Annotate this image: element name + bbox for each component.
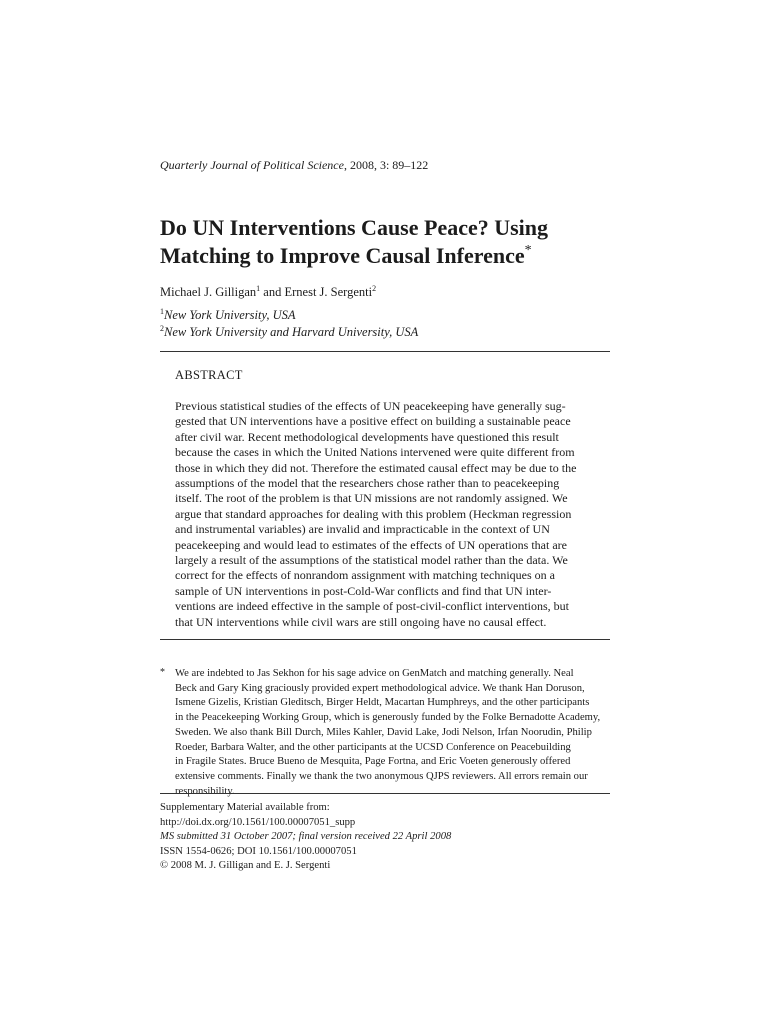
copyright-notice: © 2008 M. J. Gilligan and E. J. Sergenti xyxy=(160,860,331,871)
footnote-line: extensive comments. Finally we thank the two anonymous QJPS reviewers. All errors remain our xyxy=(175,770,588,782)
affiliation-1 xyxy=(160,307,295,323)
footnote-bottom-rule xyxy=(160,793,610,794)
abstract-line: ventions are indeed effective in the sample of post-civil-conflict interventions, but xyxy=(175,599,569,614)
issn-doi: ISSN 1554-0626; DOI 10.1561/100.00007051 xyxy=(160,845,357,857)
author-list xyxy=(160,284,376,300)
footnote-line: Sweden. We also thank Bill Durch, Miles Kahler, David Lake, Jodi Nelson, Irfan Noorudin, Philip xyxy=(175,726,592,738)
abstract-line: that UN interventions while civil wars are still ongoing have no causal effect. xyxy=(175,614,547,629)
affiliation-mark: 2 xyxy=(372,284,377,293)
footnote-mark: * xyxy=(160,667,165,678)
abstract-line: sample of UN interventions in post-Cold-War conflicts and find that UN inter- xyxy=(175,583,552,598)
footnote-line: in Fragile States. Bruce Bueno de Mesquita, Page Fortna, and Eric Voeten generously offered xyxy=(175,756,571,768)
author-name: Michael J. Gilligan xyxy=(160,285,257,299)
abstract-line: correct for the effects of nonrandom assignment with matching techniques on a xyxy=(175,568,555,583)
footnote-line: Ismene Gizelis, Kristian Gleditsch, Birger Heldt, Macartan Humphreys, and the other participants xyxy=(175,697,590,709)
abstract-body xyxy=(175,399,595,630)
abstract-line: itself. The root of the problem is that UN missions are not randomly assigned. We xyxy=(175,491,568,506)
affiliation-mark: 1 xyxy=(256,284,261,293)
abstract-line: argue that standard approaches for dealing with this problem (Heckman regression xyxy=(175,506,572,521)
footnote-line: Roeder, Barbara Walter, and the other participants at the UCSD Conference on Peacebuilding xyxy=(175,741,571,753)
abstract-line: assumptions of the model that the researchers chose rather than to peacekeeping xyxy=(175,476,560,491)
footnote-line: Beck and Gary King graciously provided expert methodological advice. We thank Han Doruson, xyxy=(175,682,585,694)
abstract-line: gested that UN interventions have a positive effect on building a sustainable peace xyxy=(175,414,571,429)
footnote-line: in the Peacekeeping Working Group, which is generously funded by the Folke Bernadotte Academy, xyxy=(175,712,601,724)
affiliation-number: 1 xyxy=(160,307,164,316)
abstract-bottom-rule xyxy=(160,639,610,640)
author-name: Ernest J. Sergenti xyxy=(284,285,373,299)
abstract-top-rule xyxy=(160,351,610,352)
abstract-heading: ABSTRACT xyxy=(175,368,243,382)
publication-info xyxy=(160,801,610,874)
abstract-line: largely a result of the assumptions of the statistical model rather than the data. We xyxy=(175,553,568,568)
affiliation-number: 2 xyxy=(160,324,164,333)
abstract-line: after civil war. Recent methodological developments have questioned this result xyxy=(175,429,559,444)
journal-citation xyxy=(160,157,428,173)
acknowledgements-footnote xyxy=(175,667,610,799)
abstract-line: Previous statistical studies of the effects of UN peacekeeping have generally sug- xyxy=(175,399,566,413)
title-line-2: Matching to Improve Causal Inference xyxy=(160,243,525,268)
title-footnote-mark[interactable]: * xyxy=(524,243,532,258)
abstract-line: because the cases in which the United Nations intervened were quite different from xyxy=(175,445,575,460)
journal-name: Quarterly Journal of Political Science xyxy=(160,158,344,172)
submission-dates: MS submitted 31 October 2007; final version received 22 April 2008 xyxy=(160,831,452,842)
supplementary-url-link[interactable]: http://doi.dx.org/10.1561/100.00007051_supp xyxy=(160,816,356,828)
footnote-line: responsibility. xyxy=(175,785,235,797)
title-line-1: Do UN Interventions Cause Peace? Using xyxy=(160,215,549,240)
footnote-line: We are indebted to Jas Sekhon for his sage advice on GenMatch and matching generally. Neal xyxy=(175,668,574,679)
author-joiner: and xyxy=(260,285,285,299)
journal-volume-pages: , 2008, 3: 89–122 xyxy=(343,158,429,172)
supplementary-label: Supplementary Material available from: xyxy=(160,802,330,813)
affiliation-text: New York University and Harvard University, USA xyxy=(164,325,419,339)
abstract-line: and instrumental variables) are invalid and impracticable in the context of UN xyxy=(175,522,550,537)
abstract-line: those in which they did not. Therefore the estimated causal effect may be due to the xyxy=(175,460,577,475)
paper-title xyxy=(160,214,620,270)
affiliation-text: New York University, USA xyxy=(164,308,296,322)
affiliation-2 xyxy=(160,324,418,340)
abstract-line: peacekeeping and would lead to estimates of the effects of UN operations that are xyxy=(175,537,567,552)
